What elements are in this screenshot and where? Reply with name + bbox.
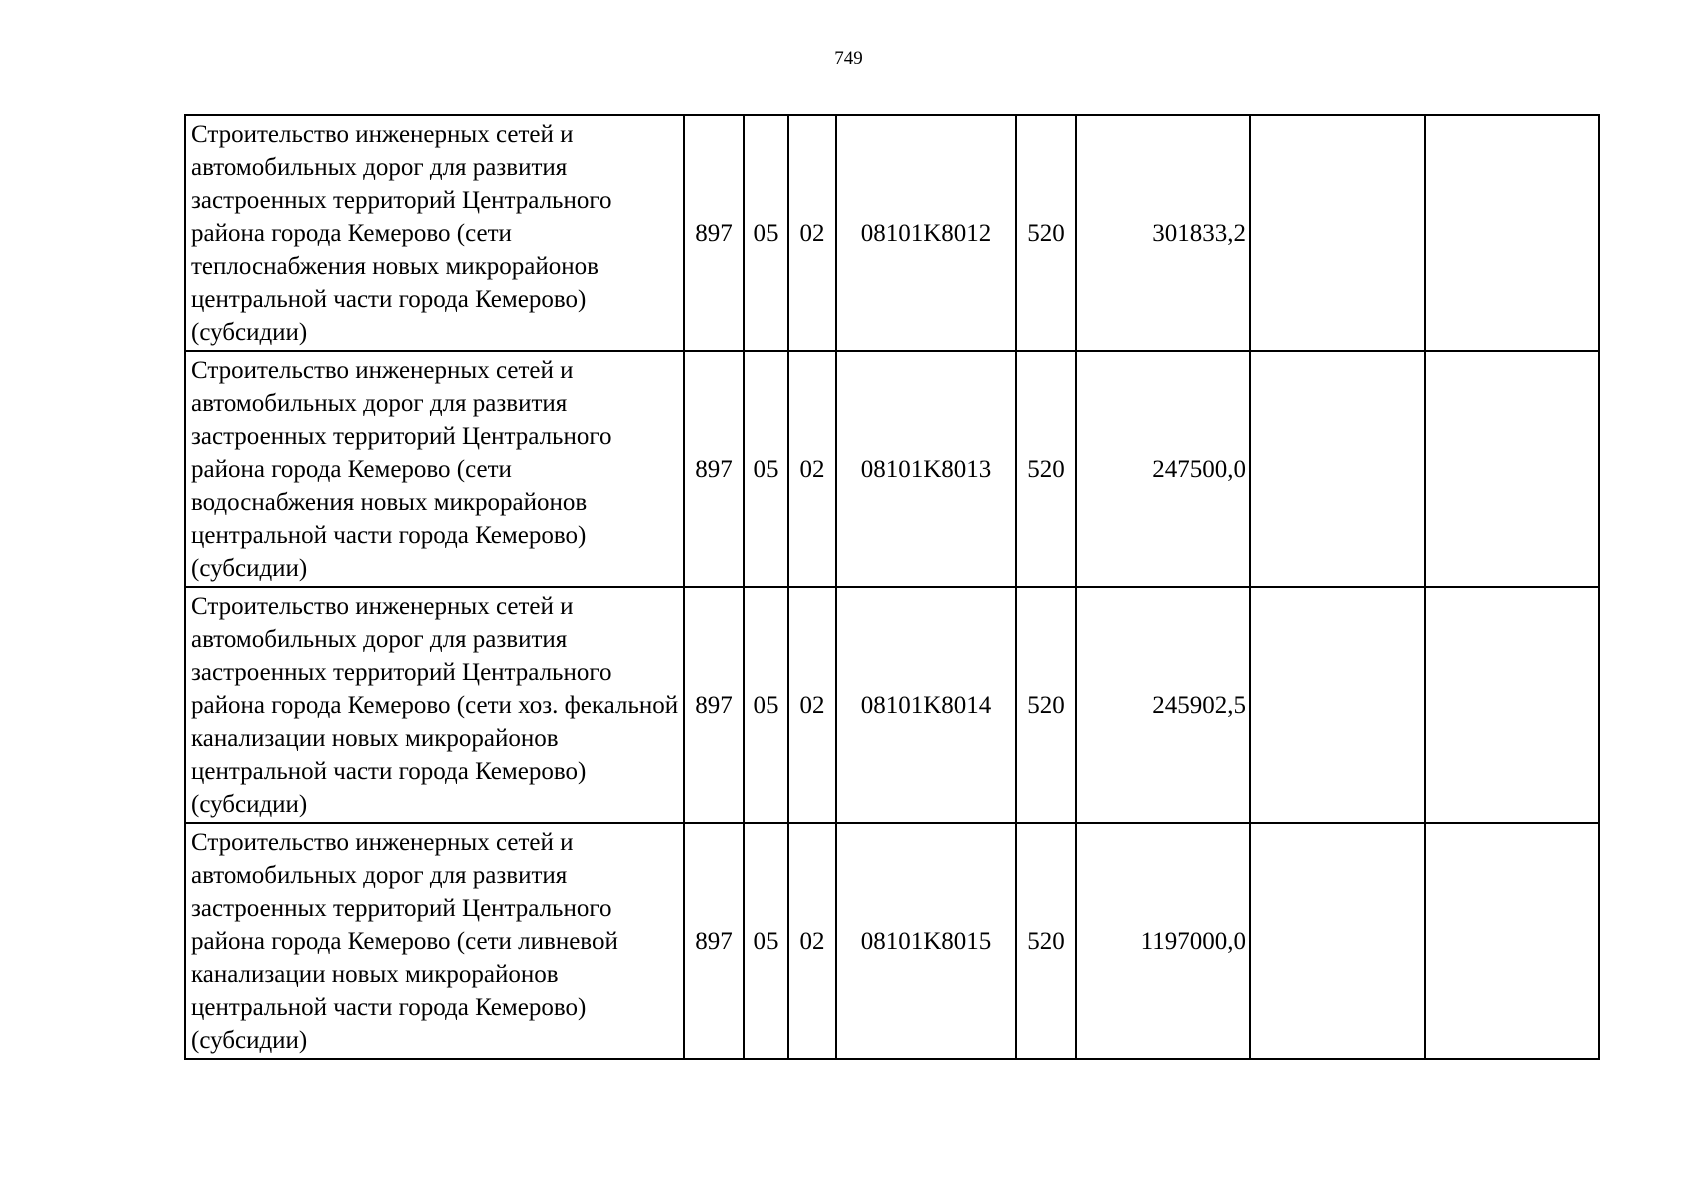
target-article-code: 08101K8013 — [836, 351, 1016, 587]
expense-type-code: 520 — [1016, 587, 1076, 823]
expense-type-code: 520 — [1016, 351, 1076, 587]
section-code: 05 — [744, 351, 788, 587]
row-description: Строительство инженерных сетей и автомобильных дорог для развития застроенных территорий Центрального района города Кемерово (сети водоснабжения новых микрорайонов центральной части города Кемерово) (субсидии) — [185, 351, 684, 587]
expense-type-code: 520 — [1016, 115, 1076, 351]
table-row — [185, 351, 1599, 587]
empty-cell — [1425, 115, 1599, 351]
subsection-code: 02 — [788, 587, 836, 823]
amount: 301833,2 — [1076, 115, 1250, 351]
ministry-code: 897 — [684, 587, 744, 823]
section-code: 05 — [744, 115, 788, 351]
ministry-code: 897 — [684, 115, 744, 351]
subsection-code: 02 — [788, 115, 836, 351]
empty-cell — [1250, 823, 1425, 1059]
subsection-code: 02 — [788, 823, 836, 1059]
amount: 247500,0 — [1076, 351, 1250, 587]
row-description: Строительство инженерных сетей и автомобильных дорог для развития застроенных территорий Центрального района города Кемерово (сети теплоснабжения новых микрорайонов центральной части города Кемерово) (субсидии) — [185, 115, 684, 351]
target-article-code: 08101K8012 — [836, 115, 1016, 351]
table-row — [185, 115, 1599, 351]
ministry-code: 897 — [684, 823, 744, 1059]
section-code: 05 — [744, 587, 788, 823]
expense-type-code: 520 — [1016, 823, 1076, 1059]
amount: 1197000,0 — [1076, 823, 1250, 1059]
target-article-code: 08101K8014 — [836, 587, 1016, 823]
amount: 245902,5 — [1076, 587, 1250, 823]
budget-table — [184, 114, 1600, 1060]
empty-cell — [1250, 587, 1425, 823]
empty-cell — [1250, 115, 1425, 351]
subsection-code: 02 — [788, 351, 836, 587]
empty-cell — [1425, 587, 1599, 823]
empty-cell — [1425, 823, 1599, 1059]
empty-cell — [1250, 351, 1425, 587]
ministry-code: 897 — [684, 351, 744, 587]
target-article-code: 08101K8015 — [836, 823, 1016, 1059]
row-description: Строительство инженерных сетей и автомобильных дорог для развития застроенных территорий Центрального района города Кемерово (сети хоз. фекальной канализации новых микрорайонов центральной части города Кемерово) (субсидии) — [185, 587, 684, 823]
empty-cell — [1425, 351, 1599, 587]
table-row — [185, 823, 1599, 1059]
section-code: 05 — [744, 823, 788, 1059]
row-description: Строительство инженерных сетей и автомобильных дорог для развития застроенных территорий Центрального района города Кемерово (сети ливневой канализации новых микрорайонов центральной части города Кемерово) (субсидии) — [185, 823, 684, 1059]
page-number: 749 — [834, 48, 863, 69]
table-row — [185, 587, 1599, 823]
